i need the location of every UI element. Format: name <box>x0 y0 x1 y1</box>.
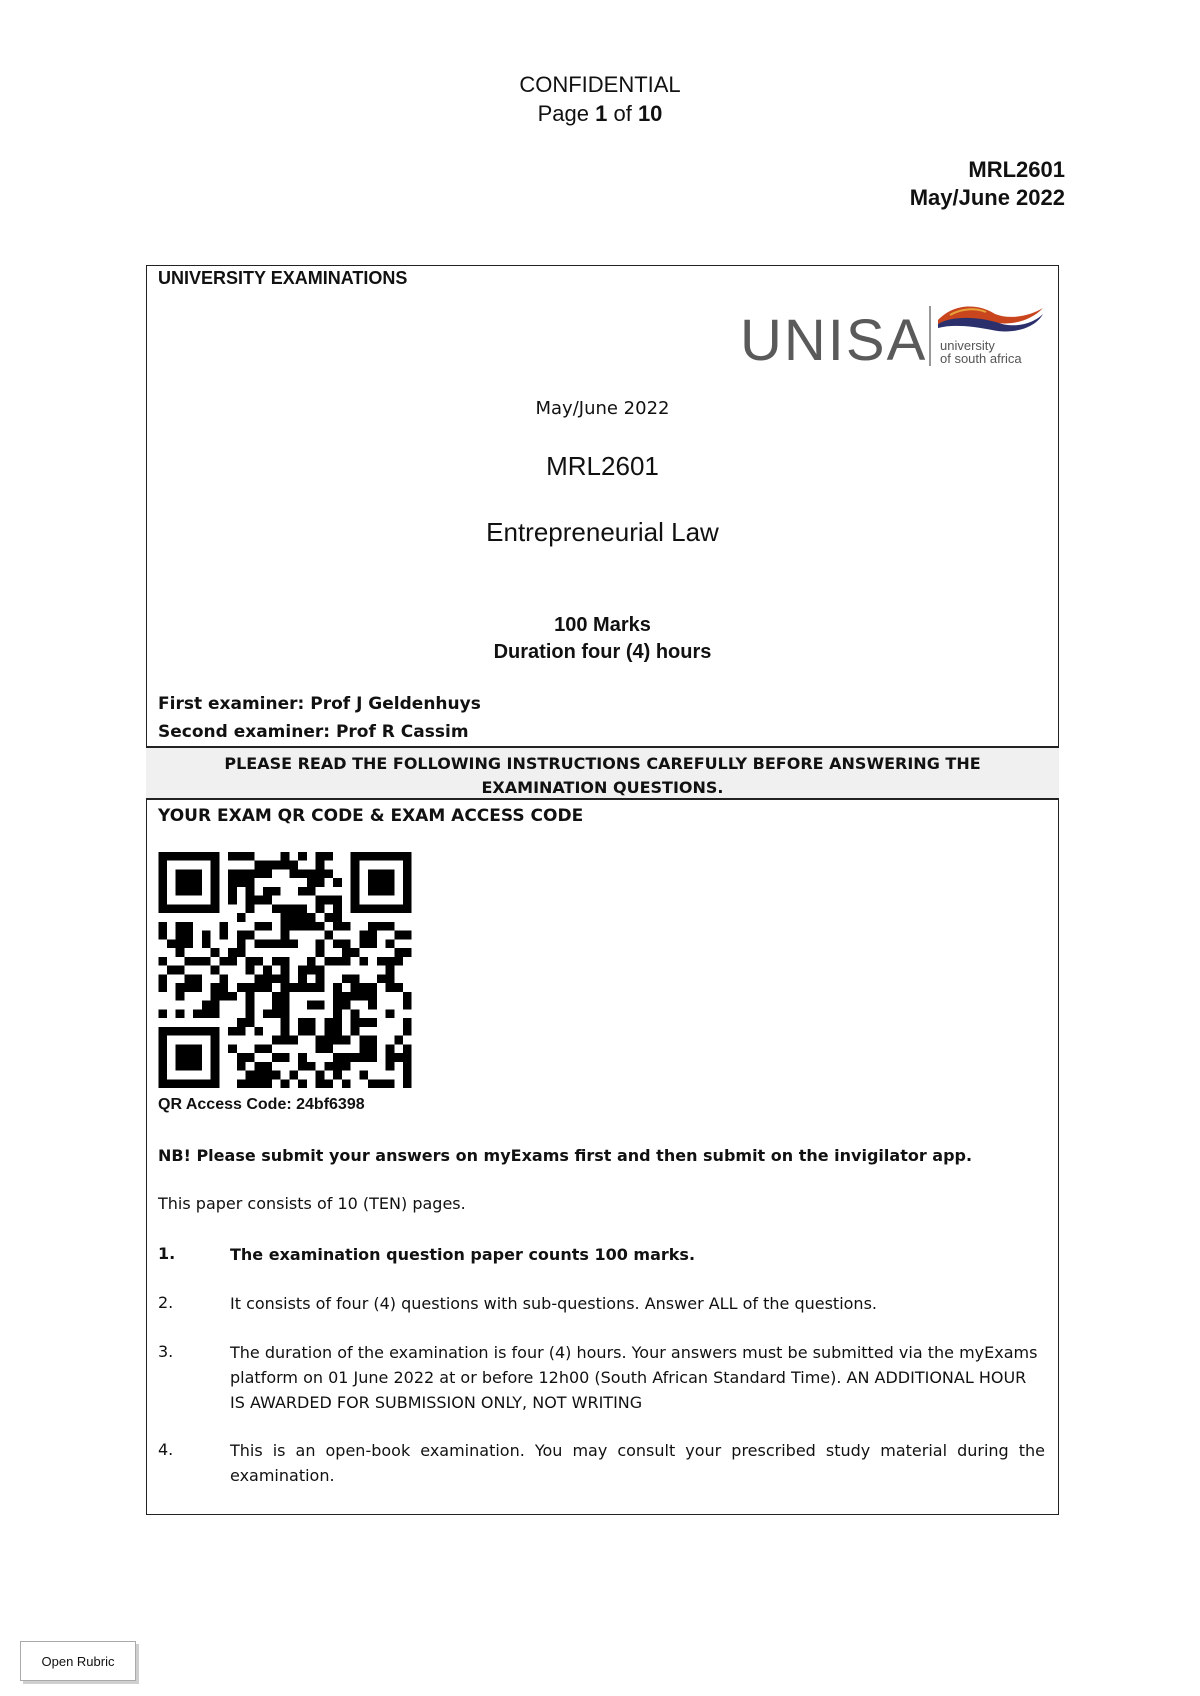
pages-note: This paper consists of 10 (TEN) pages. <box>158 1194 466 1213</box>
page-number <box>0 101 1200 127</box>
cover-duration: Duration four (4) hours <box>493 641 712 663</box>
cover-module-title: Entrepreneurial Law <box>486 517 719 547</box>
logo-sub1: university <box>940 338 995 353</box>
page-of: of <box>613 101 632 126</box>
item-number: 1. <box>158 1244 176 1263</box>
nb-note: NB! Please submit your answers on myExams first and then submit on the invigilator app. <box>158 1146 973 1165</box>
instructions-banner: PLEASE READ THE FOLLOWING INSTRUCTIONS CAREFULLY BEFORE ANSWERING THE EXAMINATION QUESTIONS. <box>224 754 981 797</box>
page-label: Page <box>537 101 589 126</box>
item-number: 2. <box>158 1293 174 1312</box>
logo-wordmark: UNISA <box>740 308 928 370</box>
header-module-code: MRL2601 <box>968 157 1065 182</box>
open-rubric-button[interactable]: Open Rubric <box>20 1641 136 1681</box>
university-examinations-heading: UNIVERSITY EXAMINATIONS <box>158 268 408 288</box>
confidential-label: CONFIDENTIAL <box>519 72 681 97</box>
item-text: The examination question paper counts 100 marks. <box>230 1245 696 1264</box>
item-number: 4. <box>158 1440 174 1459</box>
item-number: 3. <box>158 1342 174 1361</box>
cover-marks: 100 Marks <box>554 614 651 636</box>
page-current: 1 <box>595 101 608 126</box>
qr-access-code: QR Access Code: 24bf6398 <box>158 1096 365 1113</box>
item-text: It consists of four (4) questions with sub-questions. Answer ALL of the questions. <box>230 1294 877 1313</box>
logo-sub2: of south africa <box>940 351 1022 366</box>
second-examiner: Second examiner: Prof R Cassim <box>158 722 469 742</box>
qr-heading: YOUR EXAM QR CODE & EXAM ACCESS CODE <box>158 806 584 826</box>
item-text: This is an open-book examination. You may consult your prescribed study material during the examination. <box>230 1441 1045 1485</box>
cover-module-code: MRL2601 <box>546 451 659 481</box>
item-text: The duration of the examination is four (4) hours. Your answers must be submitted via the myExams platform on 01 June 2022 at or before 12h00 (South African Standard Time). AN ADDITIONAL HOUR IS AWARDED FOR SUBMISSION ONLY, NOT WRITING <box>230 1343 1038 1412</box>
cover-date: May/June 2022 <box>535 398 670 419</box>
qr-code-icon <box>158 852 412 1088</box>
first-examiner: First examiner: Prof J Geldenhuys <box>158 694 481 714</box>
page-total: 10 <box>637 101 663 126</box>
unisa-logo <box>740 300 1045 370</box>
header-session: May/June 2022 <box>909 185 1065 210</box>
